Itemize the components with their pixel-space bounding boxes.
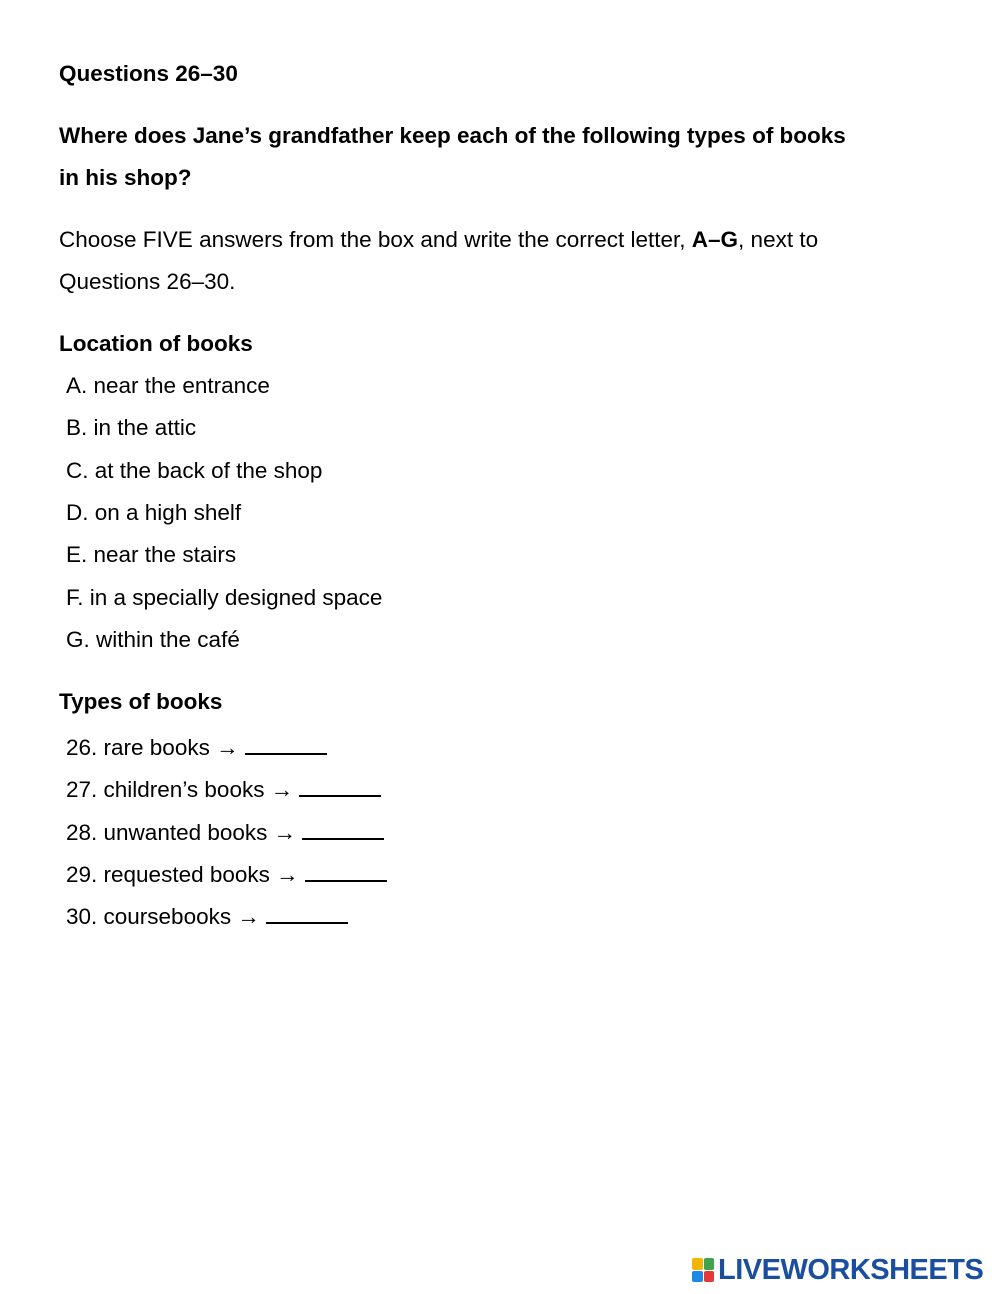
type-label: 26. rare books → <box>66 735 239 760</box>
liveworksheets-brand-text: LIVEWORKSHEETS <box>718 1253 984 1286</box>
logo-square-icon <box>704 1271 715 1283</box>
location-option-f: F. in a specially designed space <box>66 585 383 610</box>
answer-blank-26[interactable] <box>245 733 327 755</box>
instruction-text-before: Choose FIVE answers from the box and write the correct letter, <box>59 227 692 252</box>
answer-blank-27[interactable] <box>299 775 381 797</box>
location-option-a: A. near the entrance <box>66 373 270 398</box>
questions-heading: Questions 26–30 <box>59 61 238 86</box>
type-item-26 <box>59 733 327 760</box>
types-title: Types of books <box>59 689 223 714</box>
instruction-line-2: Questions 26–30. <box>59 269 236 294</box>
type-label: 30. coursebooks → <box>66 904 260 929</box>
logo-square-icon <box>704 1258 715 1270</box>
logo-square-icon <box>692 1271 703 1283</box>
type-label: 29. requested books → <box>66 862 299 887</box>
locations-title: Location of books <box>59 331 253 356</box>
location-option-e: E. near the stairs <box>66 542 237 567</box>
location-option-d: D. on a high shelf <box>66 500 242 525</box>
location-option-b: B. in the attic <box>66 415 197 440</box>
type-label: 28. unwanted books → <box>66 820 297 845</box>
type-item-28 <box>59 818 384 845</box>
type-item-30 <box>59 902 348 929</box>
answer-blank-28[interactable] <box>302 818 384 840</box>
liveworksheets-logo <box>692 1255 983 1285</box>
answer-blank-29[interactable] <box>305 860 387 882</box>
location-option-c: C. at the back of the shop <box>66 458 323 483</box>
question-text-line-1: Where does Jane’s grandfather keep each of the following types of books <box>59 123 846 148</box>
type-label: 27. children’s books → <box>66 777 294 802</box>
liveworksheets-logo-icon <box>692 1258 714 1282</box>
instruction-letter-range: A–G <box>691 227 739 252</box>
instruction-text-after: , next to <box>738 227 819 252</box>
instruction-line-1 <box>59 229 818 252</box>
type-item-27 <box>59 775 381 802</box>
type-item-29 <box>59 860 387 887</box>
question-text-line-2: in his shop? <box>59 165 192 190</box>
answer-blank-30[interactable] <box>266 902 348 924</box>
logo-square-icon <box>692 1258 703 1270</box>
location-option-g: G. within the café <box>66 627 240 652</box>
